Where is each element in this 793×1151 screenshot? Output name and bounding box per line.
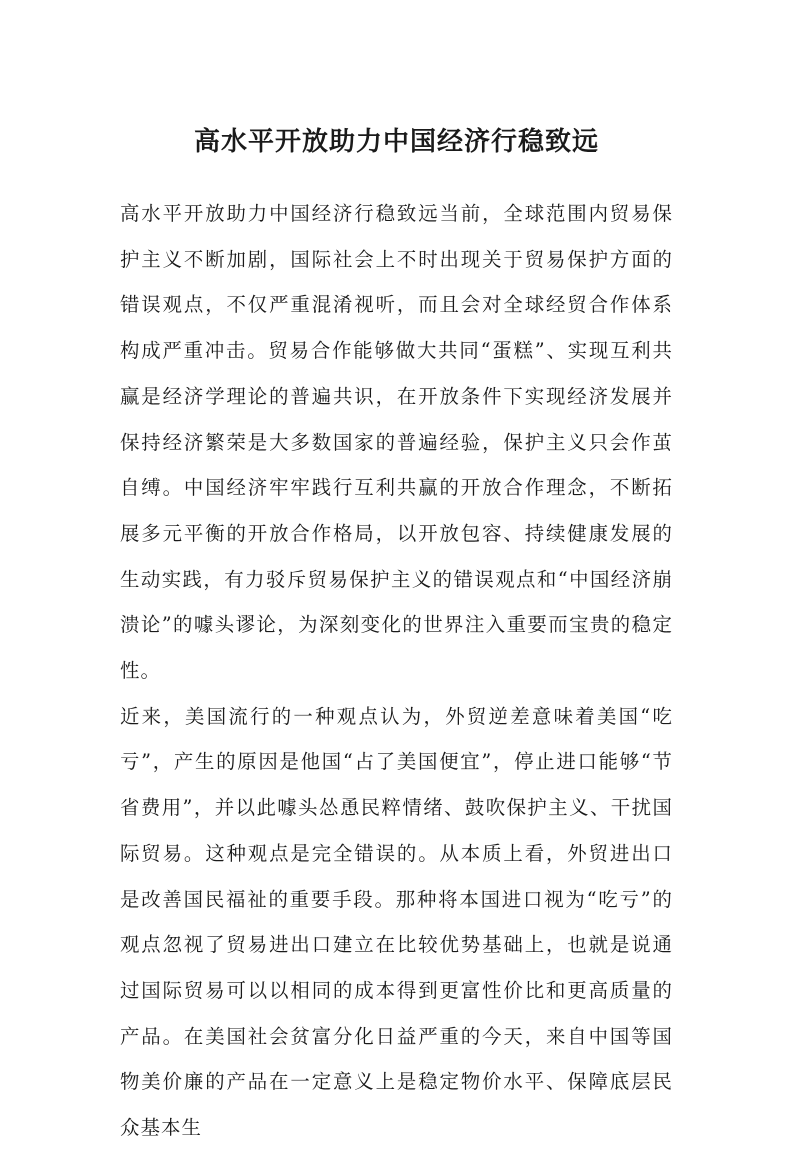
document-title: 高水平开放助力中国经济行稳致远 <box>193 127 599 157</box>
paragraph-1: 高水平开放助力中国经济行稳致远当前，全球范围内贸易保护主义不断加剧，国际社会上不时出现关于贸易保护方面的错误观点，不仅严重混淆视听，而且会对全球经贸合作体系构成严重冲击。贸易合作能够做大共同“蛋糕”、实现互利共赢是经济学理论的普遍共识，在开放条件下实现经济发展并保持经济繁荣是大多数国家的普遍经验，保护主义只会作茧自缚。中国经济牢牢践行互利共赢的开放合作理念，不断拓展多元平衡的开放合作格局，以开放包容、持续健康发展的生动实践，有力驳斥贸易保护主义的错误观点和“中国经济崩溃论”的噱头谬论，为深刻变化的世界注入重要而宝贵的稳定性。 <box>120 202 673 683</box>
paragraph-2: 近来，美国流行的一种观点认为，外贸逆差意味着美国“吃亏”，产生的原因是他国“占了美国便宜”，停止进口能够“节省费用”，并以此噱头怂恿民粹情绪、鼓吹保护主义、干扰国际贸易。这种观点是完全错误的。从本质上看，外贸进出口是改善国民福祉的重要手段。那种将本国进口视为“吃亏”的观点忽视了贸易进出口建立在比较优势基础上，也就是说通过国际贸易可以以相同的成本得到更富性价比和更高质量的产品。在美国社会贫富分化日益严重的今天，来自中国等国物美价廉的产品在一定意义上是稳定物价水平、保障底层民众基本生 <box>120 704 673 1140</box>
document-body <box>120 191 673 1151</box>
